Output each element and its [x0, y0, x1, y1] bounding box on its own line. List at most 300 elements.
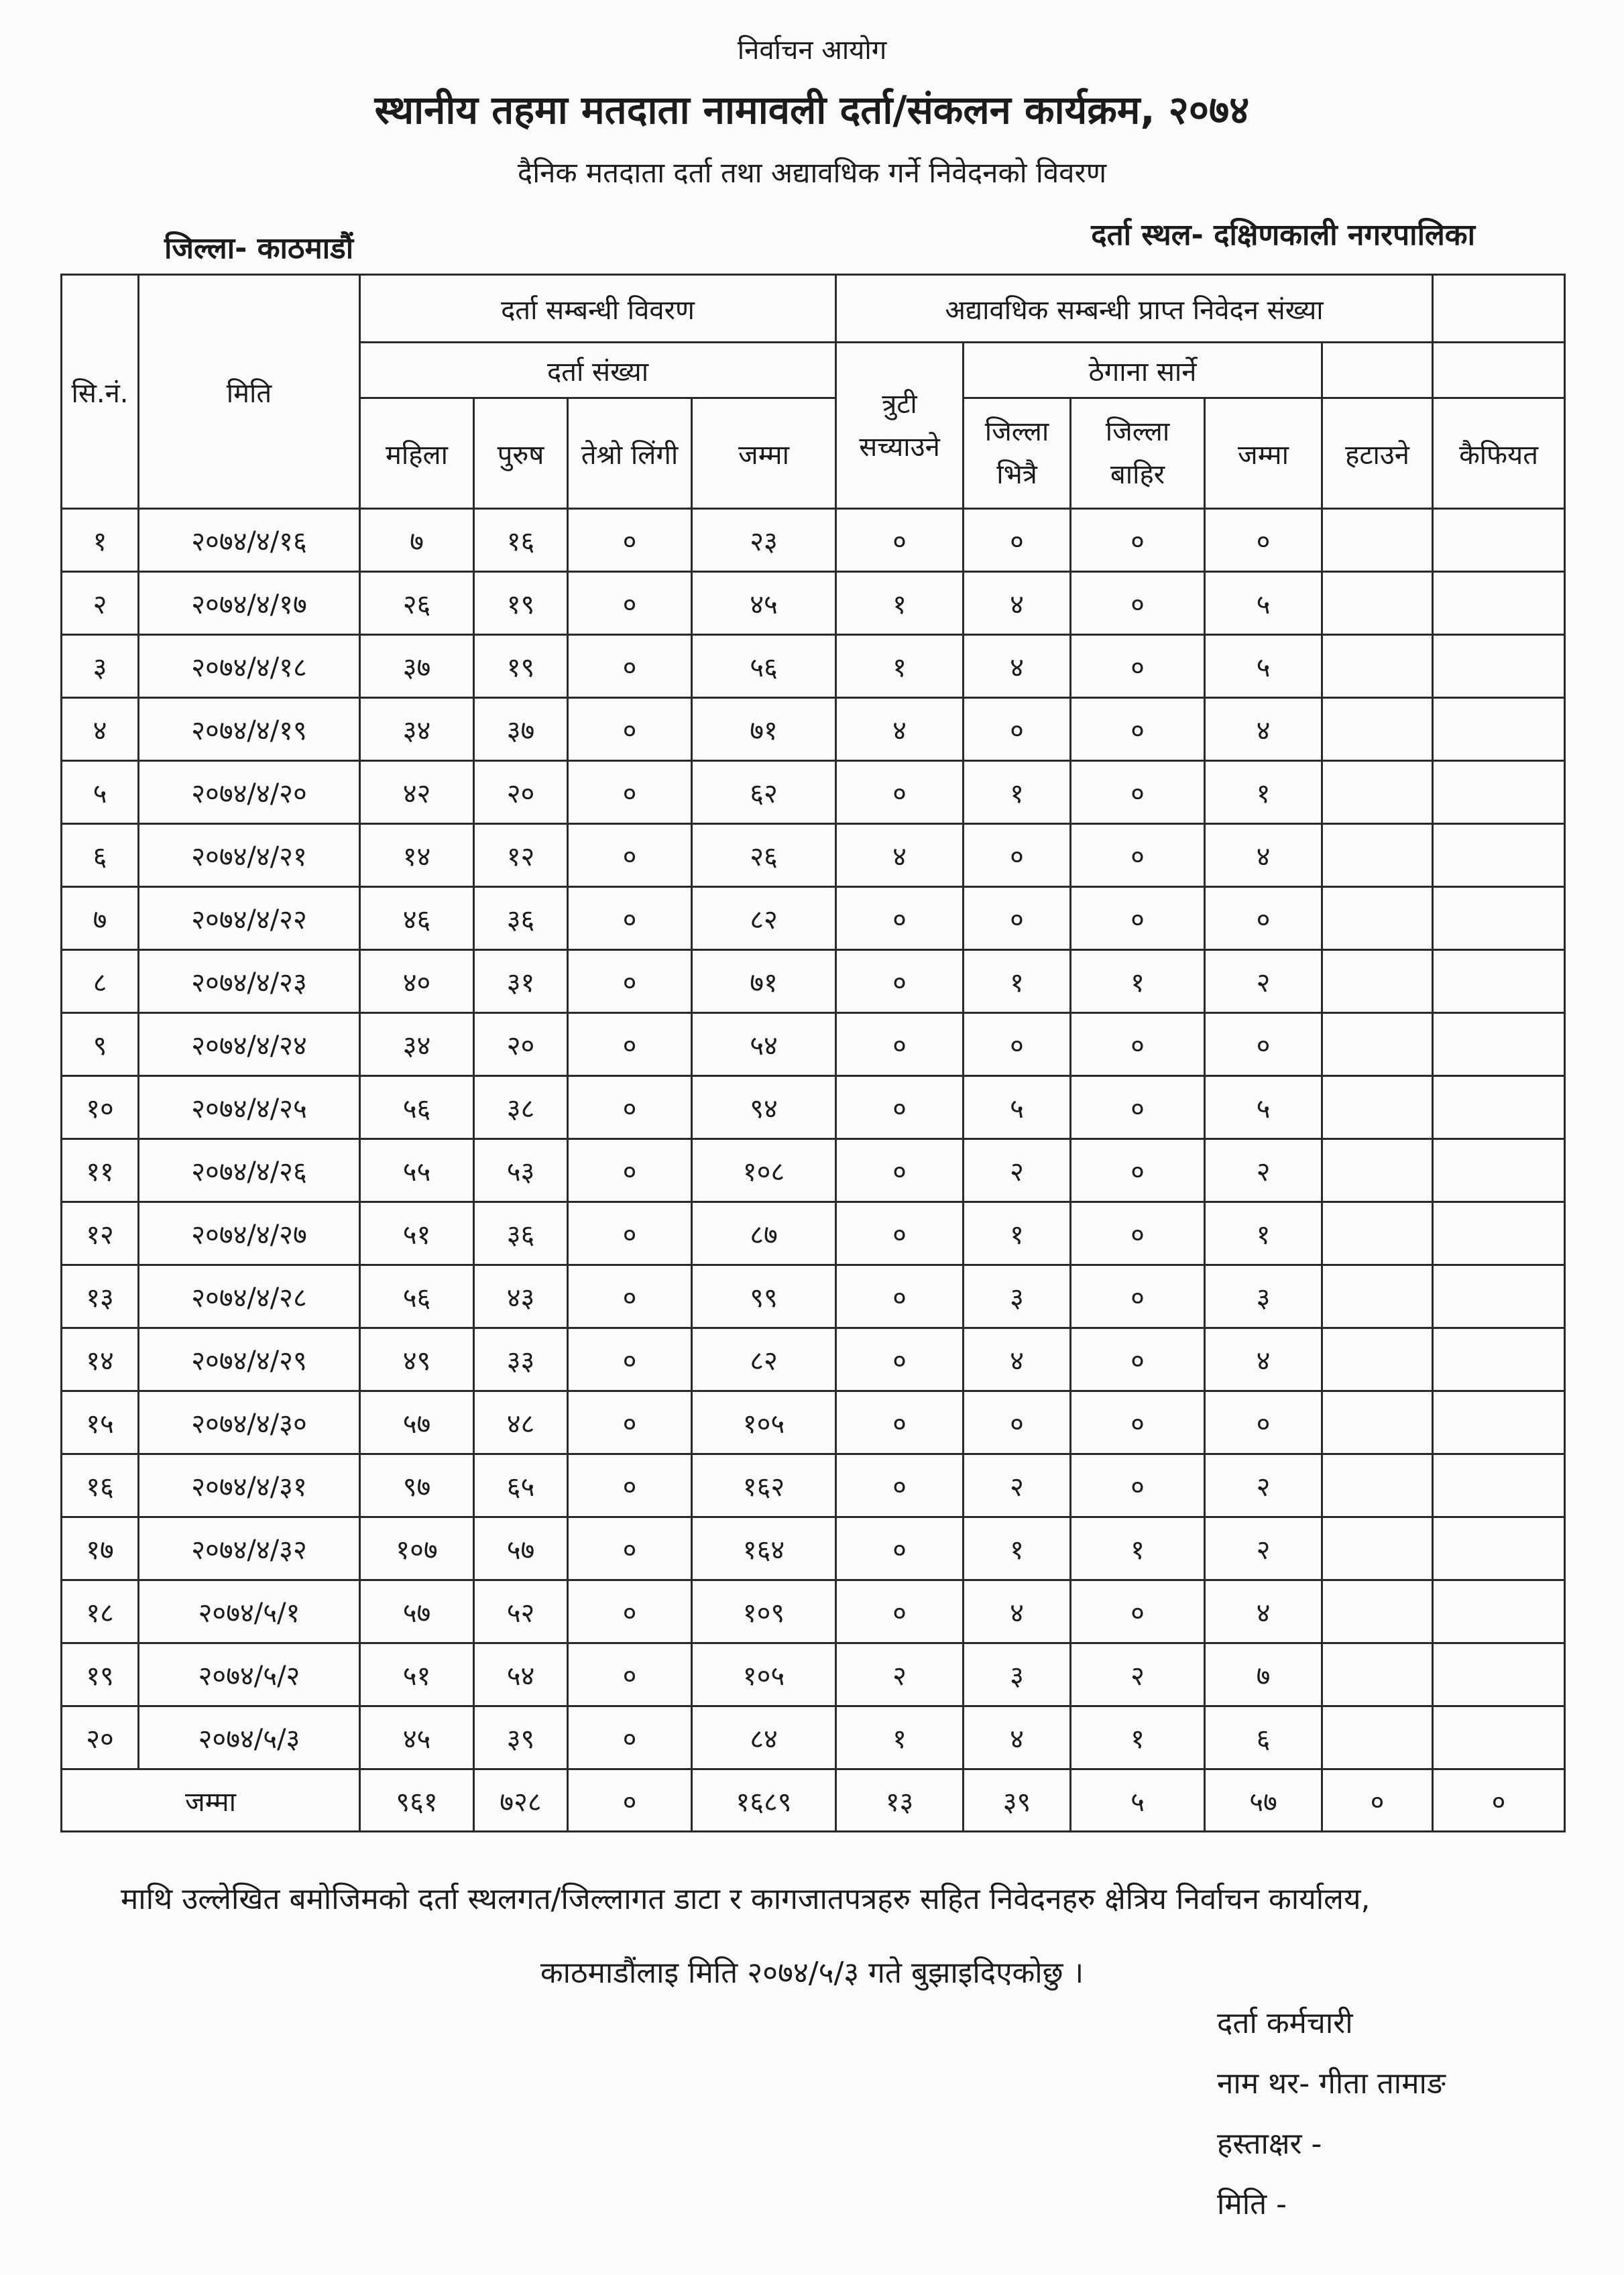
- table-row: [62, 1139, 1565, 1202]
- cell-male: ३३: [474, 1328, 568, 1391]
- cell-transfer-total: २: [1205, 1517, 1322, 1580]
- cell-outside-district: ०: [1071, 1391, 1205, 1454]
- total-within-district: ३९: [964, 1769, 1071, 1832]
- cell-registration-total: १६२: [692, 1454, 836, 1517]
- cell-female: ४६: [360, 887, 474, 950]
- total-registration: १६८९: [692, 1769, 836, 1832]
- cell-transfer-total: १: [1205, 1202, 1322, 1265]
- cell-error-correction: ०: [836, 1013, 964, 1076]
- cell-female: ५७: [360, 1391, 474, 1454]
- cell-within-district: ०: [964, 1391, 1071, 1454]
- table-row: [62, 887, 1565, 950]
- cell-error-correction: ०: [836, 1328, 964, 1391]
- cell-serial: १७: [62, 1517, 139, 1580]
- cell-third-gender: ०: [568, 572, 692, 635]
- cell-transfer-total: ४: [1205, 824, 1322, 887]
- cell-date: २०७४/४/३०: [139, 1391, 360, 1454]
- cell-outside-district: ०: [1071, 698, 1205, 761]
- cell-date: २०७४/४/२४: [139, 1013, 360, 1076]
- header-date: मिति: [139, 275, 360, 509]
- cell-female: ५६: [360, 1265, 474, 1328]
- cell-serial: १९: [62, 1643, 139, 1706]
- table-row: [62, 1391, 1565, 1454]
- cell-registration-total: ८४: [692, 1706, 836, 1769]
- cell-transfer-total: २: [1205, 1139, 1322, 1202]
- table-body: [62, 509, 1565, 1769]
- table-row: [62, 509, 1565, 572]
- cell-remove: [1322, 1139, 1433, 1202]
- cell-outside-district: १: [1071, 1706, 1205, 1769]
- cell-outside-district: १: [1071, 950, 1205, 1013]
- header-address-transfer: ठेगाना सार्ने: [964, 343, 1322, 398]
- header-registration-count: दर्ता संख्या: [360, 343, 836, 398]
- cell-remarks: [1433, 1706, 1565, 1769]
- cell-remarks: [1433, 950, 1565, 1013]
- cell-registration-total: २६: [692, 824, 836, 887]
- cell-outside-district: ०: [1071, 1580, 1205, 1643]
- cell-within-district: ४: [964, 635, 1071, 698]
- cell-date: २०७४/४/२९: [139, 1328, 360, 1391]
- cell-error-correction: ०: [836, 1265, 964, 1328]
- cell-male: ३८: [474, 1076, 568, 1139]
- cell-third-gender: ०: [568, 1265, 692, 1328]
- cell-error-correction: ०: [836, 950, 964, 1013]
- total-transfer: ५७: [1205, 1769, 1322, 1832]
- cell-remarks: [1433, 1517, 1565, 1580]
- header-male: पुरुष: [474, 398, 568, 509]
- cell-error-correction: ४: [836, 698, 964, 761]
- cell-outside-district: ०: [1071, 635, 1205, 698]
- cell-date: २०७४/४/१६: [139, 509, 360, 572]
- cell-female: ५६: [360, 1076, 474, 1139]
- cell-transfer-total: ०: [1205, 1391, 1322, 1454]
- total-male: ७२८: [474, 1769, 568, 1832]
- cell-within-district: ४: [964, 1706, 1071, 1769]
- header-outside-line2: बाहिर: [1110, 459, 1165, 490]
- cell-female: ७: [360, 509, 474, 572]
- table-row: [62, 1580, 1565, 1643]
- cell-within-district: ४: [964, 1328, 1071, 1391]
- cell-remove: [1322, 761, 1433, 824]
- cell-outside-district: ०: [1071, 1454, 1205, 1517]
- cell-female: ५५: [360, 1139, 474, 1202]
- cell-error-correction: ०: [836, 1139, 964, 1202]
- cell-transfer-total: ५: [1205, 572, 1322, 635]
- cell-male: ५२: [474, 1580, 568, 1643]
- cell-transfer-total: ७: [1205, 1643, 1322, 1706]
- cell-transfer-total: ६: [1205, 1706, 1322, 1769]
- cell-third-gender: ०: [568, 1139, 692, 1202]
- table-row: [62, 1454, 1565, 1517]
- cell-serial: ८: [62, 950, 139, 1013]
- cell-remove: [1322, 1580, 1433, 1643]
- cell-third-gender: ०: [568, 950, 692, 1013]
- cell-serial: २०: [62, 1706, 139, 1769]
- cell-date: २०७४/४/२१: [139, 824, 360, 887]
- table-row: [62, 1328, 1565, 1391]
- cell-registration-total: ९९: [692, 1265, 836, 1328]
- cell-registration-total: १०८: [692, 1139, 836, 1202]
- cell-serial: ९: [62, 1013, 139, 1076]
- cell-within-district: ०: [964, 887, 1071, 950]
- cell-remarks: [1433, 572, 1565, 635]
- cell-third-gender: ०: [568, 1454, 692, 1517]
- cell-remove: [1322, 887, 1433, 950]
- cell-outside-district: ०: [1071, 572, 1205, 635]
- cell-remarks: [1433, 1391, 1565, 1454]
- cell-transfer-total: ०: [1205, 1013, 1322, 1076]
- cell-remove: [1322, 1328, 1433, 1391]
- cell-date: २०७४/४/२८: [139, 1265, 360, 1328]
- header-serial: सि.नं.: [62, 275, 139, 509]
- cell-error-correction: १: [836, 1706, 964, 1769]
- cell-remarks: [1433, 1328, 1565, 1391]
- header-remarks: कैफियत: [1433, 398, 1565, 509]
- cell-date: २०७४/५/२: [139, 1643, 360, 1706]
- cell-remarks: [1433, 1013, 1565, 1076]
- cell-third-gender: ०: [568, 1517, 692, 1580]
- cell-within-district: २: [964, 1454, 1071, 1517]
- cell-error-correction: ०: [836, 761, 964, 824]
- cell-serial: १२: [62, 1202, 139, 1265]
- signatory-name: नाम थर- गीता तामाङ: [1217, 2066, 1446, 2101]
- cell-female: ३७: [360, 635, 474, 698]
- header-error-correction: [836, 343, 964, 509]
- registration-place-label: दर्ता स्थल- दक्षिणकाली नगरपालिका: [1091, 218, 1475, 252]
- cell-outside-district: २: [1071, 1643, 1205, 1706]
- cell-third-gender: ०: [568, 1643, 692, 1706]
- table-row: [62, 1076, 1565, 1139]
- cell-remove: [1322, 572, 1433, 635]
- registration-table: [60, 274, 1566, 1832]
- cell-remove: [1322, 1076, 1433, 1139]
- cell-male: १२: [474, 824, 568, 887]
- cell-female: ३४: [360, 1013, 474, 1076]
- table-row: [62, 1202, 1565, 1265]
- cell-within-district: ०: [964, 824, 1071, 887]
- header-third-gender: तेश्रो लिंगी: [568, 398, 692, 509]
- cell-remove: [1322, 950, 1433, 1013]
- cell-error-correction: १: [836, 635, 964, 698]
- cell-serial: १३: [62, 1265, 139, 1328]
- cell-within-district: १: [964, 950, 1071, 1013]
- cell-male: १६: [474, 509, 568, 572]
- header-blank-mid-2: [1433, 343, 1565, 398]
- header-outside-district: [1071, 398, 1205, 509]
- cell-third-gender: ०: [568, 509, 692, 572]
- cell-error-correction: १: [836, 572, 964, 635]
- cell-outside-district: १: [1071, 1517, 1205, 1580]
- cell-third-gender: ०: [568, 1391, 692, 1454]
- cell-error-correction: ०: [836, 1517, 964, 1580]
- cell-male: ३९: [474, 1706, 568, 1769]
- total-remove: ०: [1322, 1769, 1433, 1832]
- cell-outside-district: ०: [1071, 761, 1205, 824]
- cell-female: ४०: [360, 950, 474, 1013]
- cell-transfer-total: २: [1205, 950, 1322, 1013]
- cell-outside-district: ०: [1071, 1265, 1205, 1328]
- cell-registration-total: ६२: [692, 761, 836, 824]
- header-error-line2: सच्याउने: [859, 431, 940, 463]
- cell-registration-total: ५४: [692, 1013, 836, 1076]
- cell-remarks: [1433, 509, 1565, 572]
- cell-remove: [1322, 1517, 1433, 1580]
- cell-male: ४८: [474, 1391, 568, 1454]
- cell-serial: ४: [62, 698, 139, 761]
- signature-date-field: मिति -: [1217, 2187, 1287, 2221]
- cell-within-district: १: [964, 1202, 1071, 1265]
- cell-female: ३४: [360, 698, 474, 761]
- cell-remarks: [1433, 1580, 1565, 1643]
- cell-serial: १०: [62, 1076, 139, 1139]
- cell-registration-total: ९४: [692, 1076, 836, 1139]
- cell-registration-total: ४५: [692, 572, 836, 635]
- cell-remove: [1322, 1706, 1433, 1769]
- cell-outside-district: ०: [1071, 1139, 1205, 1202]
- cell-within-district: ०: [964, 1013, 1071, 1076]
- cell-error-correction: २: [836, 1643, 964, 1706]
- cell-registration-total: १०५: [692, 1391, 836, 1454]
- cell-within-district: ३: [964, 1265, 1071, 1328]
- header-remove: हटाउने: [1322, 398, 1433, 509]
- cell-transfer-total: ५: [1205, 635, 1322, 698]
- cell-error-correction: ०: [836, 887, 964, 950]
- table-row: [62, 1643, 1565, 1706]
- cell-transfer-total: ०: [1205, 509, 1322, 572]
- cell-error-correction: ०: [836, 1202, 964, 1265]
- cell-date: २०७४/४/२०: [139, 761, 360, 824]
- cell-within-district: १: [964, 761, 1071, 824]
- cell-female: ४५: [360, 1706, 474, 1769]
- cell-outside-district: ०: [1071, 509, 1205, 572]
- cell-male: ५३: [474, 1139, 568, 1202]
- document-subtitle: दैनिक मतदाता दर्ता तथा अद्यावधिक गर्ने निवेदनको विवरण: [517, 156, 1107, 189]
- cell-registration-total: १६४: [692, 1517, 836, 1580]
- cell-remove: [1322, 1454, 1433, 1517]
- cell-serial: १४: [62, 1328, 139, 1391]
- cell-transfer-total: २: [1205, 1454, 1322, 1517]
- cell-female: ९७: [360, 1454, 474, 1517]
- cell-date: २०७४/४/१९: [139, 698, 360, 761]
- header-within-line2: भित्रै: [996, 459, 1037, 490]
- cell-remarks: [1433, 698, 1565, 761]
- table-row: [62, 1265, 1565, 1328]
- cell-third-gender: ०: [568, 1013, 692, 1076]
- cell-date: २०७४/५/१: [139, 1580, 360, 1643]
- cell-serial: १: [62, 509, 139, 572]
- cell-serial: १५: [62, 1391, 139, 1454]
- cell-transfer-total: ४: [1205, 698, 1322, 761]
- cell-remove: [1322, 509, 1433, 572]
- cell-remarks: [1433, 1202, 1565, 1265]
- cell-outside-district: ०: [1071, 1013, 1205, 1076]
- table-row: [62, 950, 1565, 1013]
- cell-registration-total: १०९: [692, 1580, 836, 1643]
- cell-error-correction: ४: [836, 824, 964, 887]
- cell-male: २०: [474, 1013, 568, 1076]
- cell-date: २०७४/४/२२: [139, 887, 360, 950]
- cell-date: २०७४/४/१८: [139, 635, 360, 698]
- cell-remove: [1322, 1265, 1433, 1328]
- cell-female: ५१: [360, 1643, 474, 1706]
- cell-serial: १८: [62, 1580, 139, 1643]
- cell-third-gender: ०: [568, 761, 692, 824]
- cell-within-district: ४: [964, 572, 1071, 635]
- cell-remarks: [1433, 1643, 1565, 1706]
- cell-serial: ७: [62, 887, 139, 950]
- cell-date: २०७४/४/२३: [139, 950, 360, 1013]
- cell-male: ३७: [474, 698, 568, 761]
- cell-serial: ११: [62, 1139, 139, 1202]
- cell-registration-total: १०५: [692, 1643, 836, 1706]
- cell-third-gender: ०: [568, 698, 692, 761]
- cell-within-district: १: [964, 1517, 1071, 1580]
- table-row: [62, 572, 1565, 635]
- cell-remarks: [1433, 761, 1565, 824]
- cell-transfer-total: ०: [1205, 887, 1322, 950]
- table-row: [62, 1517, 1565, 1580]
- cell-error-correction: ०: [836, 1391, 964, 1454]
- cell-transfer-total: १: [1205, 761, 1322, 824]
- cell-serial: १६: [62, 1454, 139, 1517]
- cell-third-gender: ०: [568, 824, 692, 887]
- cell-remove: [1322, 698, 1433, 761]
- cell-error-correction: ०: [836, 1076, 964, 1139]
- submission-note-line2: काठमाडौंलाइ मिति २०७४/५/३ गते बुझाइदिएकोछु ।: [540, 1956, 1084, 1990]
- cell-serial: ३: [62, 635, 139, 698]
- cell-date: २०७४/४/१७: [139, 572, 360, 635]
- total-remarks: ०: [1433, 1769, 1565, 1832]
- cell-male: ३६: [474, 887, 568, 950]
- signatory-role: दर्ता कर्मचारी: [1217, 2006, 1353, 2040]
- cell-date: २०७४/४/३२: [139, 1517, 360, 1580]
- cell-date: २०७४/५/३: [139, 1706, 360, 1769]
- cell-within-district: ०: [964, 509, 1071, 572]
- cell-transfer-total: ४: [1205, 1328, 1322, 1391]
- table-row: [62, 761, 1565, 824]
- cell-registration-total: २३: [692, 509, 836, 572]
- cell-male: १९: [474, 635, 568, 698]
- cell-outside-district: ०: [1071, 824, 1205, 887]
- cell-date: २०७४/४/२६: [139, 1139, 360, 1202]
- total-label: जम्मा: [62, 1769, 360, 1832]
- table-row: [62, 635, 1565, 698]
- cell-transfer-total: ४: [1205, 1580, 1322, 1643]
- cell-serial: ६: [62, 824, 139, 887]
- cell-male: ४३: [474, 1265, 568, 1328]
- header-outside-line1: जिल्ला: [1105, 416, 1170, 447]
- cell-male: ३६: [474, 1202, 568, 1265]
- cell-remove: [1322, 1202, 1433, 1265]
- cell-third-gender: ०: [568, 1580, 692, 1643]
- cell-transfer-total: ३: [1205, 1265, 1322, 1328]
- cell-within-district: २: [964, 1139, 1071, 1202]
- cell-female: २६: [360, 572, 474, 635]
- table-row: [62, 824, 1565, 887]
- cell-registration-total: ७१: [692, 698, 836, 761]
- cell-male: ५४: [474, 1643, 568, 1706]
- cell-serial: २: [62, 572, 139, 635]
- cell-registration-total: ८७: [692, 1202, 836, 1265]
- cell-error-correction: ०: [836, 1454, 964, 1517]
- header-within-line1: जिल्ला: [984, 416, 1049, 447]
- table-row: [62, 698, 1565, 761]
- cell-male: ६५: [474, 1454, 568, 1517]
- cell-registration-total: ५६: [692, 635, 836, 698]
- cell-registration-total: ७१: [692, 950, 836, 1013]
- table-row: [62, 1013, 1565, 1076]
- cell-third-gender: ०: [568, 1706, 692, 1769]
- cell-female: १४: [360, 824, 474, 887]
- total-female: ९६१: [360, 1769, 474, 1832]
- cell-date: २०७४/४/२५: [139, 1076, 360, 1139]
- cell-female: ४९: [360, 1328, 474, 1391]
- total-row: [62, 1769, 1565, 1832]
- cell-female: १०७: [360, 1517, 474, 1580]
- header-update-applications: अद्यावधिक सम्बन्धी प्राप्त निवेदन संख्या: [836, 275, 1433, 343]
- cell-remarks: [1433, 824, 1565, 887]
- cell-remove: [1322, 824, 1433, 887]
- total-error-correction: १३: [836, 1769, 964, 1832]
- signature-field: हस्ताक्षर -: [1217, 2127, 1322, 2161]
- cell-remove: [1322, 1391, 1433, 1454]
- header-registration-total: जम्मा: [692, 398, 836, 509]
- cell-date: २०७४/४/३१: [139, 1454, 360, 1517]
- cell-third-gender: ०: [568, 1328, 692, 1391]
- cell-male: ३१: [474, 950, 568, 1013]
- cell-date: २०७४/४/२७: [139, 1202, 360, 1265]
- organization-name: निर्वाचन आयोग: [737, 35, 887, 66]
- table-row: [62, 1706, 1565, 1769]
- cell-female: ४२: [360, 761, 474, 824]
- cell-male: ५७: [474, 1517, 568, 1580]
- cell-error-correction: ०: [836, 509, 964, 572]
- cell-within-district: ०: [964, 698, 1071, 761]
- cell-remarks: [1433, 887, 1565, 950]
- cell-third-gender: ०: [568, 635, 692, 698]
- cell-within-district: ३: [964, 1643, 1071, 1706]
- cell-male: २०: [474, 761, 568, 824]
- cell-remarks: [1433, 1265, 1565, 1328]
- cell-registration-total: ८२: [692, 887, 836, 950]
- cell-remove: [1322, 1013, 1433, 1076]
- cell-male: १९: [474, 572, 568, 635]
- cell-remarks: [1433, 635, 1565, 698]
- cell-within-district: ५: [964, 1076, 1071, 1139]
- table-header: [62, 275, 1565, 509]
- cell-third-gender: ०: [568, 887, 692, 950]
- header-error-line1: त्रुटी: [882, 388, 917, 420]
- header-within-district: [964, 398, 1071, 509]
- cell-transfer-total: ५: [1205, 1076, 1322, 1139]
- cell-outside-district: ०: [1071, 1202, 1205, 1265]
- cell-within-district: ४: [964, 1580, 1071, 1643]
- cell-female: ५१: [360, 1202, 474, 1265]
- header-blank-top: [1433, 275, 1565, 343]
- cell-outside-district: ०: [1071, 887, 1205, 950]
- document-title: स्थानीय तहमा मतदाता नामावली दर्ता/संकलन कार्यक्रम, २०७४: [374, 87, 1250, 133]
- header-female: महिला: [360, 398, 474, 509]
- cell-female: ५७: [360, 1580, 474, 1643]
- cell-third-gender: ०: [568, 1076, 692, 1139]
- cell-outside-district: ०: [1071, 1076, 1205, 1139]
- header-blank-mid: [1322, 343, 1433, 398]
- cell-error-correction: ०: [836, 1580, 964, 1643]
- cell-remove: [1322, 635, 1433, 698]
- cell-registration-total: ८२: [692, 1328, 836, 1391]
- cell-remarks: [1433, 1076, 1565, 1139]
- cell-outside-district: ०: [1071, 1328, 1205, 1391]
